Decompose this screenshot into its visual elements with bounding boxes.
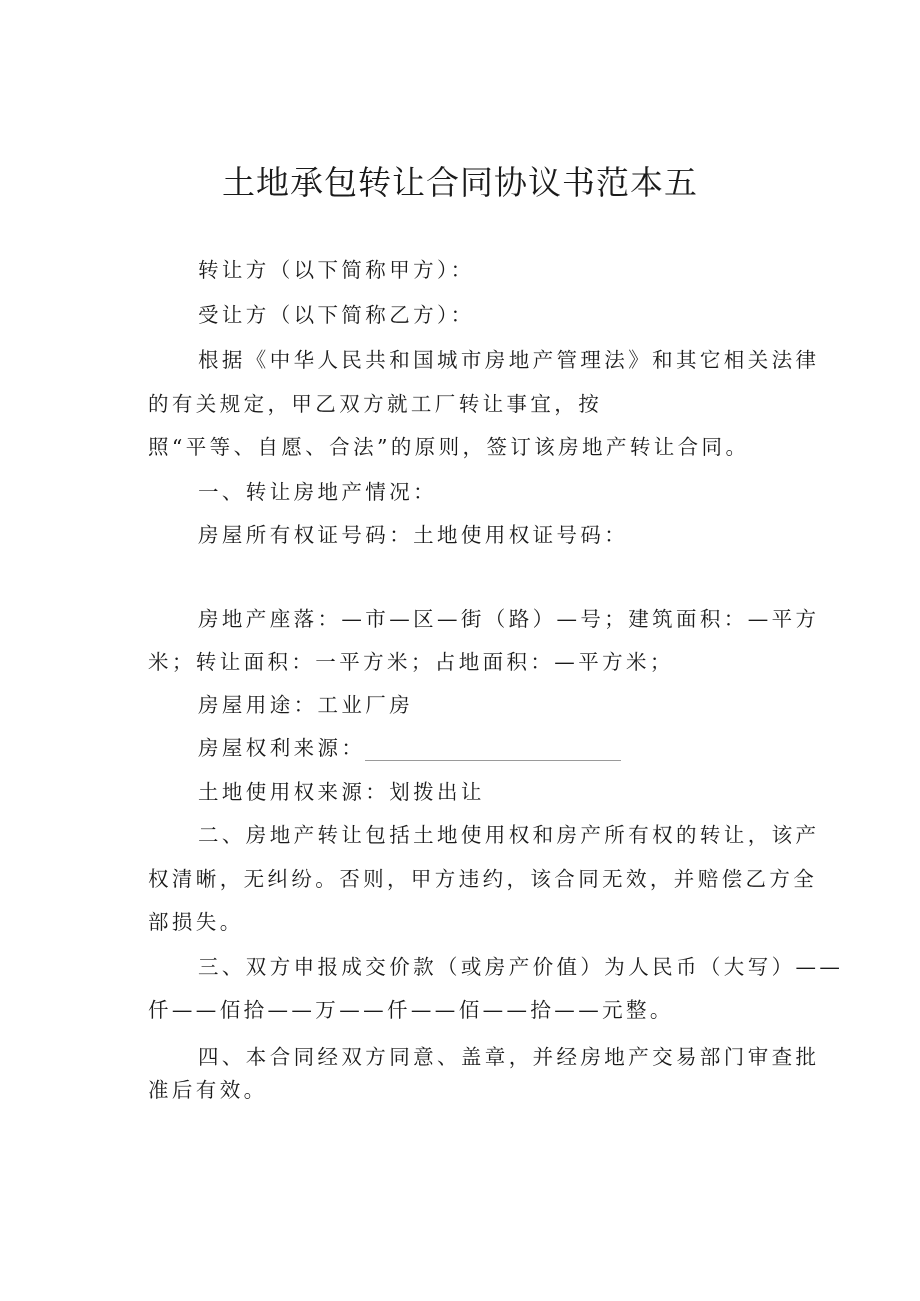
section-three-line-2: 仟——佰拾——万——仟——佰——拾——元整。 <box>148 998 674 1022</box>
preamble-line-2: 的有关规定，甲乙双方就工厂转让事宜，按 <box>148 392 603 416</box>
land-use-source-line: 土地使用权来源：划拨出让 <box>198 780 485 804</box>
building-use-line: 房屋用途：工业厂房 <box>198 693 414 717</box>
section-two-line-1: 二、房地产转让包括土地使用权和房产所有权的转让，该产 <box>198 823 820 847</box>
section-three-line-1: 三、双方申报成交价款（或房产价值）为人民币（大写）—— <box>198 955 844 979</box>
section-two-line-3: 部损失。 <box>148 910 244 934</box>
transferor-line: 转让方（以下简称甲方）： <box>198 258 475 282</box>
section-one-heading: 一、转让房地产情况： <box>198 480 437 504</box>
section-two-line-2: 权清晰，无纠纷。否则，甲方违约，该合同无效，并赔偿乙方全 <box>148 867 818 891</box>
document-title: 土地承包转让合同协议书范本五 <box>222 163 698 202</box>
preamble-line-1: 根据《中华人民共和国城市房地产管理法》和其它相关法律 <box>198 348 820 372</box>
rights-source-line <box>198 732 621 764</box>
location-line-2: 米；转让面积：一平方米；占地面积：—平方米； <box>148 650 674 674</box>
location-line-1: 房地产座落：—市—区—街（路）—号；建筑面积：—平方 <box>198 607 820 631</box>
preamble-line-3: 照“平等、自愿、合法”的原则，签订该房地产转让合同。 <box>148 435 750 459</box>
section-four-line-2: 准后有效。 <box>148 1078 268 1102</box>
rights-source-label: 房屋权利来源： <box>198 736 366 760</box>
certificate-numbers-line: 房屋所有权证号码：土地使用权证号码： <box>198 523 629 547</box>
section-four-line-1: 四、本合同经双方同意、盖章，并经房地产交易部门审查批 <box>198 1045 820 1069</box>
transferee-line: 受让方（以下简称乙方）： <box>198 303 475 327</box>
rights-source-blank <box>365 760 621 761</box>
